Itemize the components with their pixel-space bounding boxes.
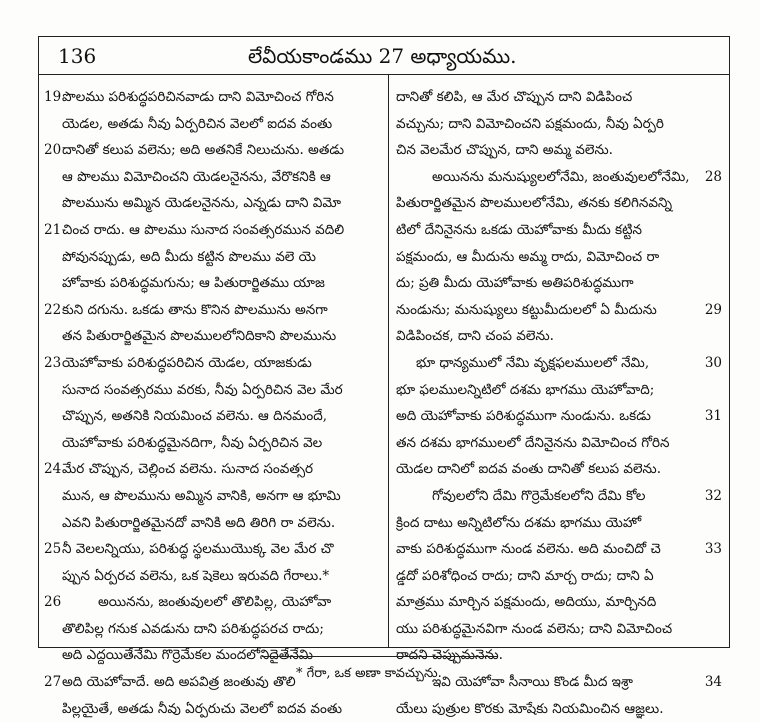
line-text: మాత్రము మార్చిన పక్షమందు, అదియు, మార్చినది: [396, 594, 657, 611]
line-text: సునాద సంవత్సరము వరకు, నీవు ఏర్పరిచిన వెల మేర: [62, 381, 343, 398]
text-line: [44, 190, 382, 217]
text-line: [44, 696, 382, 722]
text-line: [44, 510, 382, 537]
line-text: పొలమును అమ్మిన యెడలనైనను, ఎన్నడు దాని విమో: [62, 195, 341, 212]
text-line: [396, 563, 722, 590]
line-text: అయినను మనుష్యులలోనేమి, జంతువులలోనేమి,: [432, 168, 690, 185]
line-text: దానితో కలిపి, ఆ మేర చొప్పున దాని విడిపించ: [396, 89, 633, 105]
column-divider: [388, 74, 389, 648]
line-text: తన దశమ భాగములలో దేనినైనను విమోచించ గోరిన: [396, 434, 670, 451]
line-text: ఆ పొలము విమోచించని యెడలనైనను, వేరొకనికి ఆ: [62, 168, 331, 185]
text-line: [44, 350, 382, 377]
line-text: అది యెహోవాదే. అది అపవిత్ర జంతువు తొలి: [62, 674, 296, 691]
text-line: [396, 377, 722, 404]
text-line: [44, 137, 382, 164]
text-line: [396, 217, 722, 244]
line-text: నీ వెలలన్నియు, పరిశుద్ధ స్థలముయొక్క వెల మేర చొ: [62, 541, 334, 558]
line-text: యెహోవాకు పరిశుద్ధపరిచిన యెడల, యాజకుడు: [62, 354, 312, 371]
text-line: [44, 323, 382, 350]
text-line: [396, 297, 722, 324]
line-text: తొలిపిల్ల గనుక ఎవడును దాని పరిశుద్ధపరచ రాదు;: [62, 620, 324, 637]
text-line: [44, 456, 382, 483]
text-line: [396, 510, 722, 537]
verse-number: 28: [703, 164, 722, 191]
line-text: అది ఎద్దయితేనేమి గొర్రెమేకల మందలోనిదైతేనేమి: [62, 647, 314, 664]
line-text: యు పరిశుద్ధమైనవిగా నుండ వలెను; దాని విమోచించ: [396, 620, 673, 637]
line-text: దానితో కలుప వలెను; అది అతనికే నిలుచును. అతడు: [62, 142, 344, 159]
text-line: [396, 536, 722, 563]
text-line: [396, 403, 722, 430]
text-line: [396, 111, 722, 138]
line-text: గోవులలోని దేమి గొర్రెమేకలలోని దేమి కోల: [432, 487, 646, 504]
line-text: యెడల, అతడు నీవు ఏర్పరిచిన వెలలో ఐదవ వంతు: [62, 115, 333, 132]
text-line: [396, 323, 722, 350]
line-text: తన పితురార్జితమైన పొలములలోనిదికాని పొలమును: [62, 328, 337, 345]
verse-number: 21: [44, 221, 62, 238]
line-text: పిల్లయైతే, అతడు నీవు ఏర్పరుచు వెలలో ఐదవ వంతు: [62, 700, 343, 717]
verse-number: 27: [44, 674, 62, 691]
line-text: ఎవని పితురార్జితమైనదో వానికి అది తిరిగి రా వలెను.: [62, 514, 336, 531]
line-text: పోవునప్పుడు, అది మీదు కట్టిన పొలము వలె యె: [62, 248, 317, 265]
text-line: [396, 137, 722, 164]
line-text: చిన వెలమేర చొప్పున, దాని అమ్మ వలెను.: [396, 142, 613, 159]
line-text: హోవాకు పరిశుద్ధమగును; ఆ పితురార్జితము యాజ: [62, 275, 325, 292]
line-text: పితురార్జితమైన పొలములలోనేమి, తనకు కలిగినవన్ని: [396, 195, 673, 212]
verse-number: 32: [703, 483, 722, 510]
line-text: క్రింద దాటు అన్నిటిలోను దశమ భాగము యెహో: [396, 514, 642, 531]
line-text: అయినను, జంతువులలో తొలిపిల్ల, యెహోవా: [98, 594, 332, 611]
text-line: [44, 563, 382, 590]
text-line: [44, 377, 382, 404]
text-line: [44, 430, 382, 457]
line-text: భూ ఫలములన్నిటిలో దశమ భాగము యెహోవాది;: [396, 381, 655, 398]
text-line: [44, 616, 382, 643]
verse-number: 24: [44, 461, 62, 478]
line-text: చించ రాదు. ఆ పొలము సునాద సంవత్సరమున వదిలి: [62, 221, 345, 238]
right-column: [396, 84, 722, 722]
header-rule: [38, 74, 730, 75]
footnote: * గేరా, ఒక అణా కావచ్చును.: [296, 666, 442, 681]
line-text: యెహోవాకు పరిశుద్ధమైనదిగా, నీవు ఏర్పరిచిన వెల: [62, 434, 323, 451]
text-line: [44, 244, 382, 271]
text-line: [44, 111, 382, 138]
line-text: టిలో దేనినైనను ఒకడు యెహోవాకు మీదు కట్టిన: [396, 221, 642, 238]
text-line: [396, 483, 722, 510]
line-text: అది యెహోవాకు పరిశుద్ధముగా నుండును. ఒకడు: [396, 408, 651, 425]
running-head: లేవీయకాండము 27 అధ్యాయము.: [248, 44, 517, 68]
text-line: [396, 84, 722, 111]
text-line: [44, 483, 382, 510]
line-text: మేర చొప్పున, చెల్లించ వలెను. సునాద సంవత్సర: [62, 461, 314, 478]
footnote-rule: [262, 656, 498, 657]
text-line: [396, 669, 722, 696]
text-line: [44, 589, 382, 616]
text-line: [44, 84, 382, 111]
text-line: [44, 217, 382, 244]
line-text: ప్పున ఏర్పరచ వలెను, ఒక షెకెలు ఇరువది గేరాలు.*: [62, 567, 330, 584]
text-line: [44, 164, 382, 191]
left-column: [44, 84, 382, 722]
line-text: పొలము పరిశుద్ధపరిచినవాడు దాని విమోచించ గోరిన: [62, 89, 334, 105]
line-text: డ్డదో పరిశోధించ రాదు; దాని మార్చ రాదు; దాని ఏ: [396, 567, 654, 584]
verse-number: 25: [44, 541, 62, 558]
line-text: యెడల దానిలో ఐదవ వంతు దానితో కలుప వలెను.: [396, 461, 661, 478]
text-line: [396, 616, 722, 643]
line-text: దు; ప్రతి మీదు యెహోవాకు అతిపరిశుద్ధముగా: [396, 275, 634, 292]
line-text: భూ ధాన్యములో నేమి వృక్షఫలములలో నేమి,: [416, 354, 650, 371]
verse-number: 23: [44, 354, 62, 371]
line-text: చొప్పున, అతనికి నియమించ వలెను. ఆ దినమందే,: [62, 408, 328, 425]
verse-number: 33: [703, 536, 722, 563]
text-line: [396, 456, 722, 483]
text-line: [396, 430, 722, 457]
line-text: ఇవి యెహోవా సీనాయి కొండ మీద ఇశ్రా: [432, 674, 633, 691]
verse-number: 30: [703, 350, 722, 377]
text-line: [44, 270, 382, 297]
verse-number: 22: [44, 301, 62, 318]
text-line: [44, 536, 382, 563]
verse-number: 29: [703, 297, 722, 324]
line-text: మున, ఆ పొలమును అమ్మిన వానికి, అనగా ఆ భూమి: [62, 487, 341, 504]
text-line: [396, 589, 722, 616]
line-text: రాదని చెప్పుమనెను.: [396, 647, 503, 664]
text-line: [396, 164, 722, 191]
text-line: [396, 190, 722, 217]
line-text: విడిపించక, దాని చంప వలెను.: [396, 328, 554, 345]
text-line: [396, 244, 722, 271]
line-text: వాకు పరిశుద్ధముగా నుండ వలెను. అది మంచిదో చె: [396, 541, 661, 558]
text-line: [44, 403, 382, 430]
verse-number: 19: [44, 89, 62, 105]
text-line: [396, 270, 722, 297]
line-text: నుండును; మనుష్యులు కట్టుమీదులలో ఏ మీదును: [396, 301, 657, 318]
verse-number: 26: [44, 594, 62, 611]
text-line: [396, 696, 722, 722]
verse-number: 34: [703, 669, 722, 696]
line-text: వచ్చును; దాని విమోచించని పక్షమందు, నీవు ఏర్పరి: [396, 115, 664, 132]
line-text: యేలు పుత్రుల కొరకు మోషేకు నియమించిన ఆజ్ఞలు.: [396, 700, 664, 717]
text-line: [396, 350, 722, 377]
page-number: 136: [58, 44, 97, 68]
text-line: [44, 297, 382, 324]
verse-number: 20: [44, 142, 62, 159]
verse-number: 31: [703, 403, 722, 430]
line-text: పక్షమందు, ఆ మీదును అమ్మ రాదు, విమోచించ రా: [396, 248, 660, 265]
line-text: కుని దగును. ఒకడు తాను కొనిన పొలమును అనగా: [62, 301, 328, 318]
